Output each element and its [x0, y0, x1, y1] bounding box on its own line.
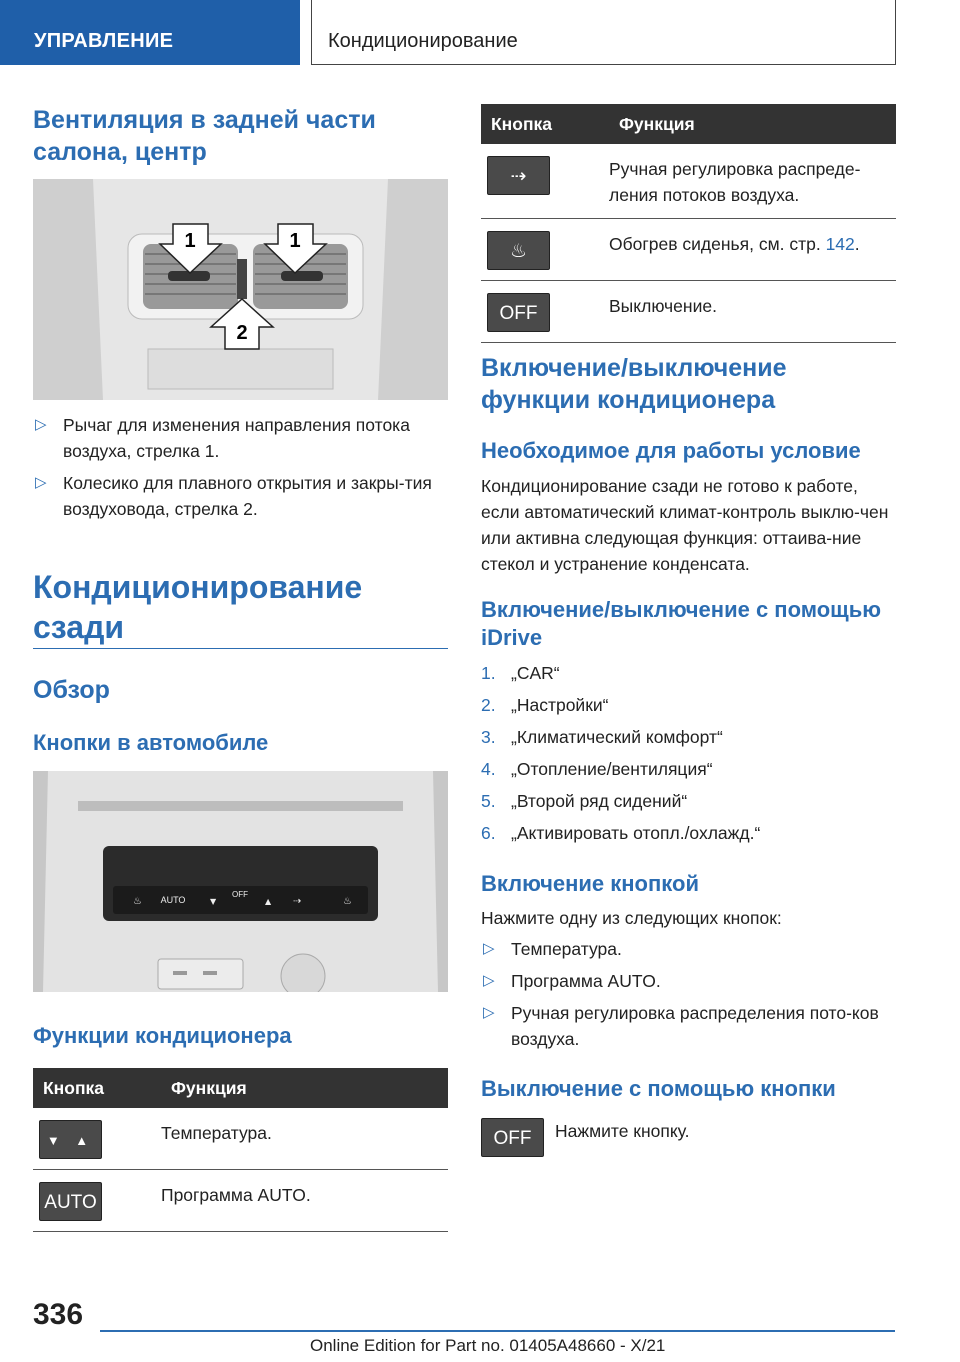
list-item: ▷ Ручная регулировка распределения пото-ков воздуха. — [481, 1000, 896, 1052]
table-row — [481, 281, 896, 343]
off-button-icon: OFF — [487, 293, 550, 332]
condition-text: Кондиционирование сзади не готово к работе, если автоматический климат-контроль выклю-чен или активна следующая функция: оттаива-ние стекол и устранение конденсата. — [481, 476, 889, 574]
auto-button-icon: AUTO — [39, 1182, 102, 1221]
page-number: 336 — [33, 1298, 84, 1331]
svg-text:♨: ♨ — [133, 896, 142, 907]
svg-text:▼: ▼ — [210, 897, 217, 906]
triangle-bullet-icon: ▷ — [483, 1004, 495, 1021]
section-tab: УПРАВЛЕНИЕ — [0, 0, 300, 65]
buttons-in-car-title: Кнопки в автомобиле — [33, 730, 269, 755]
functions-title: Функции кондиционера — [33, 1023, 292, 1048]
col-button: Кнопка — [481, 104, 609, 144]
button-on-bullets — [481, 936, 896, 1052]
table-row — [33, 1108, 448, 1170]
list-item: 3. „Климатический комфорт“ — [481, 727, 723, 747]
function-text: Температура. — [161, 1108, 448, 1170]
table-row — [33, 1170, 448, 1232]
title-rule — [33, 648, 448, 649]
svg-text:1: 1 — [184, 230, 196, 252]
list-item: ▷ Программа AUTO. — [481, 968, 896, 994]
overview-title: Обзор — [33, 676, 110, 704]
table-row — [481, 144, 896, 219]
function-text: Программа AUTO. — [161, 1170, 448, 1232]
list-item: 2. „Настройки“ — [481, 695, 609, 715]
button-off-text: Нажмите кнопку. — [555, 1121, 690, 1141]
airflow-icon: ⇢ — [487, 156, 550, 195]
svg-text:▲: ▲ — [265, 897, 272, 906]
button-on-text: Нажмите одну из следующих кнопок: — [481, 908, 782, 928]
seat-heating-icon: ♨ — [487, 231, 550, 270]
svg-text:♨: ♨ — [343, 896, 352, 907]
chapter-title: Кондиционирование — [311, 0, 896, 65]
list-item: ▷ Рычаг для изменения направления потока воздуха, стрелка 1. — [33, 412, 448, 464]
function-text: Выключение. — [609, 281, 896, 343]
svg-text:1: 1 — [289, 230, 301, 252]
svg-text:AUTO: AUTO — [160, 895, 186, 905]
list-item: ▷ Колесико для плавного открытия и закры-тия воздуховода, стрелка 2. — [33, 470, 448, 522]
svg-text:⇢: ⇢ — [293, 896, 302, 907]
footer-rule — [100, 1330, 895, 1332]
svg-text:2: 2 — [236, 322, 248, 344]
page-link[interactable]: 142 — [825, 234, 855, 254]
list-item: 5. „Второй ряд сидений“ — [481, 791, 688, 811]
triangle-bullet-icon: ▷ — [483, 940, 495, 957]
temperature-button-icon: ▼ ▲ — [39, 1120, 102, 1159]
footer-edition: Online Edition for Part no. 01405A48660 - X/21 — [310, 1336, 666, 1355]
control-panel-photo — [33, 771, 448, 992]
button-off-title: Выключение с помощью кнопки — [481, 1076, 836, 1101]
functions-table-left — [33, 1068, 448, 1232]
rear-ac-title: Кондиционирование сзади — [33, 569, 363, 645]
triangle-bullet-icon: ▷ — [483, 972, 495, 989]
onoff-title: Включение/выключение функции кондиционера — [481, 354, 787, 414]
triangle-bullet-icon: ▷ — [35, 474, 47, 491]
rear-vent-photo — [33, 179, 448, 400]
off-button-icon: OFF — [481, 1118, 544, 1157]
list-item: ▷ Температура. — [481, 936, 896, 962]
list-item: 1. „CAR“ — [481, 663, 560, 683]
table-row — [481, 219, 896, 281]
list-item: 6. „Активировать отопл./охлажд.“ — [481, 823, 761, 843]
col-function: Функция — [161, 1068, 448, 1108]
vent-title: Вентиляция в задней части салона, центр — [33, 106, 376, 166]
triangle-bullet-icon: ▷ — [35, 416, 47, 433]
idrive-title: Включение/выключение с помощью iDrive — [481, 597, 882, 650]
vent-bullets — [33, 412, 448, 522]
button-on-title: Включение кнопкой — [481, 871, 699, 896]
idrive-steps — [481, 660, 896, 846]
functions-table-right — [481, 104, 896, 343]
function-text: Обогрев сиденья, см. стр. 142. — [609, 219, 896, 281]
function-text: Ручная регулировка распреде-ления потоков воздуха. — [609, 144, 896, 219]
col-function: Функция — [609, 104, 896, 144]
col-button: Кнопка — [33, 1068, 161, 1108]
list-item: 4. „Отопление/вентиляция“ — [481, 759, 713, 779]
condition-title: Необходимое для работы условие — [481, 438, 861, 463]
svg-text:OFF: OFF — [232, 890, 248, 899]
